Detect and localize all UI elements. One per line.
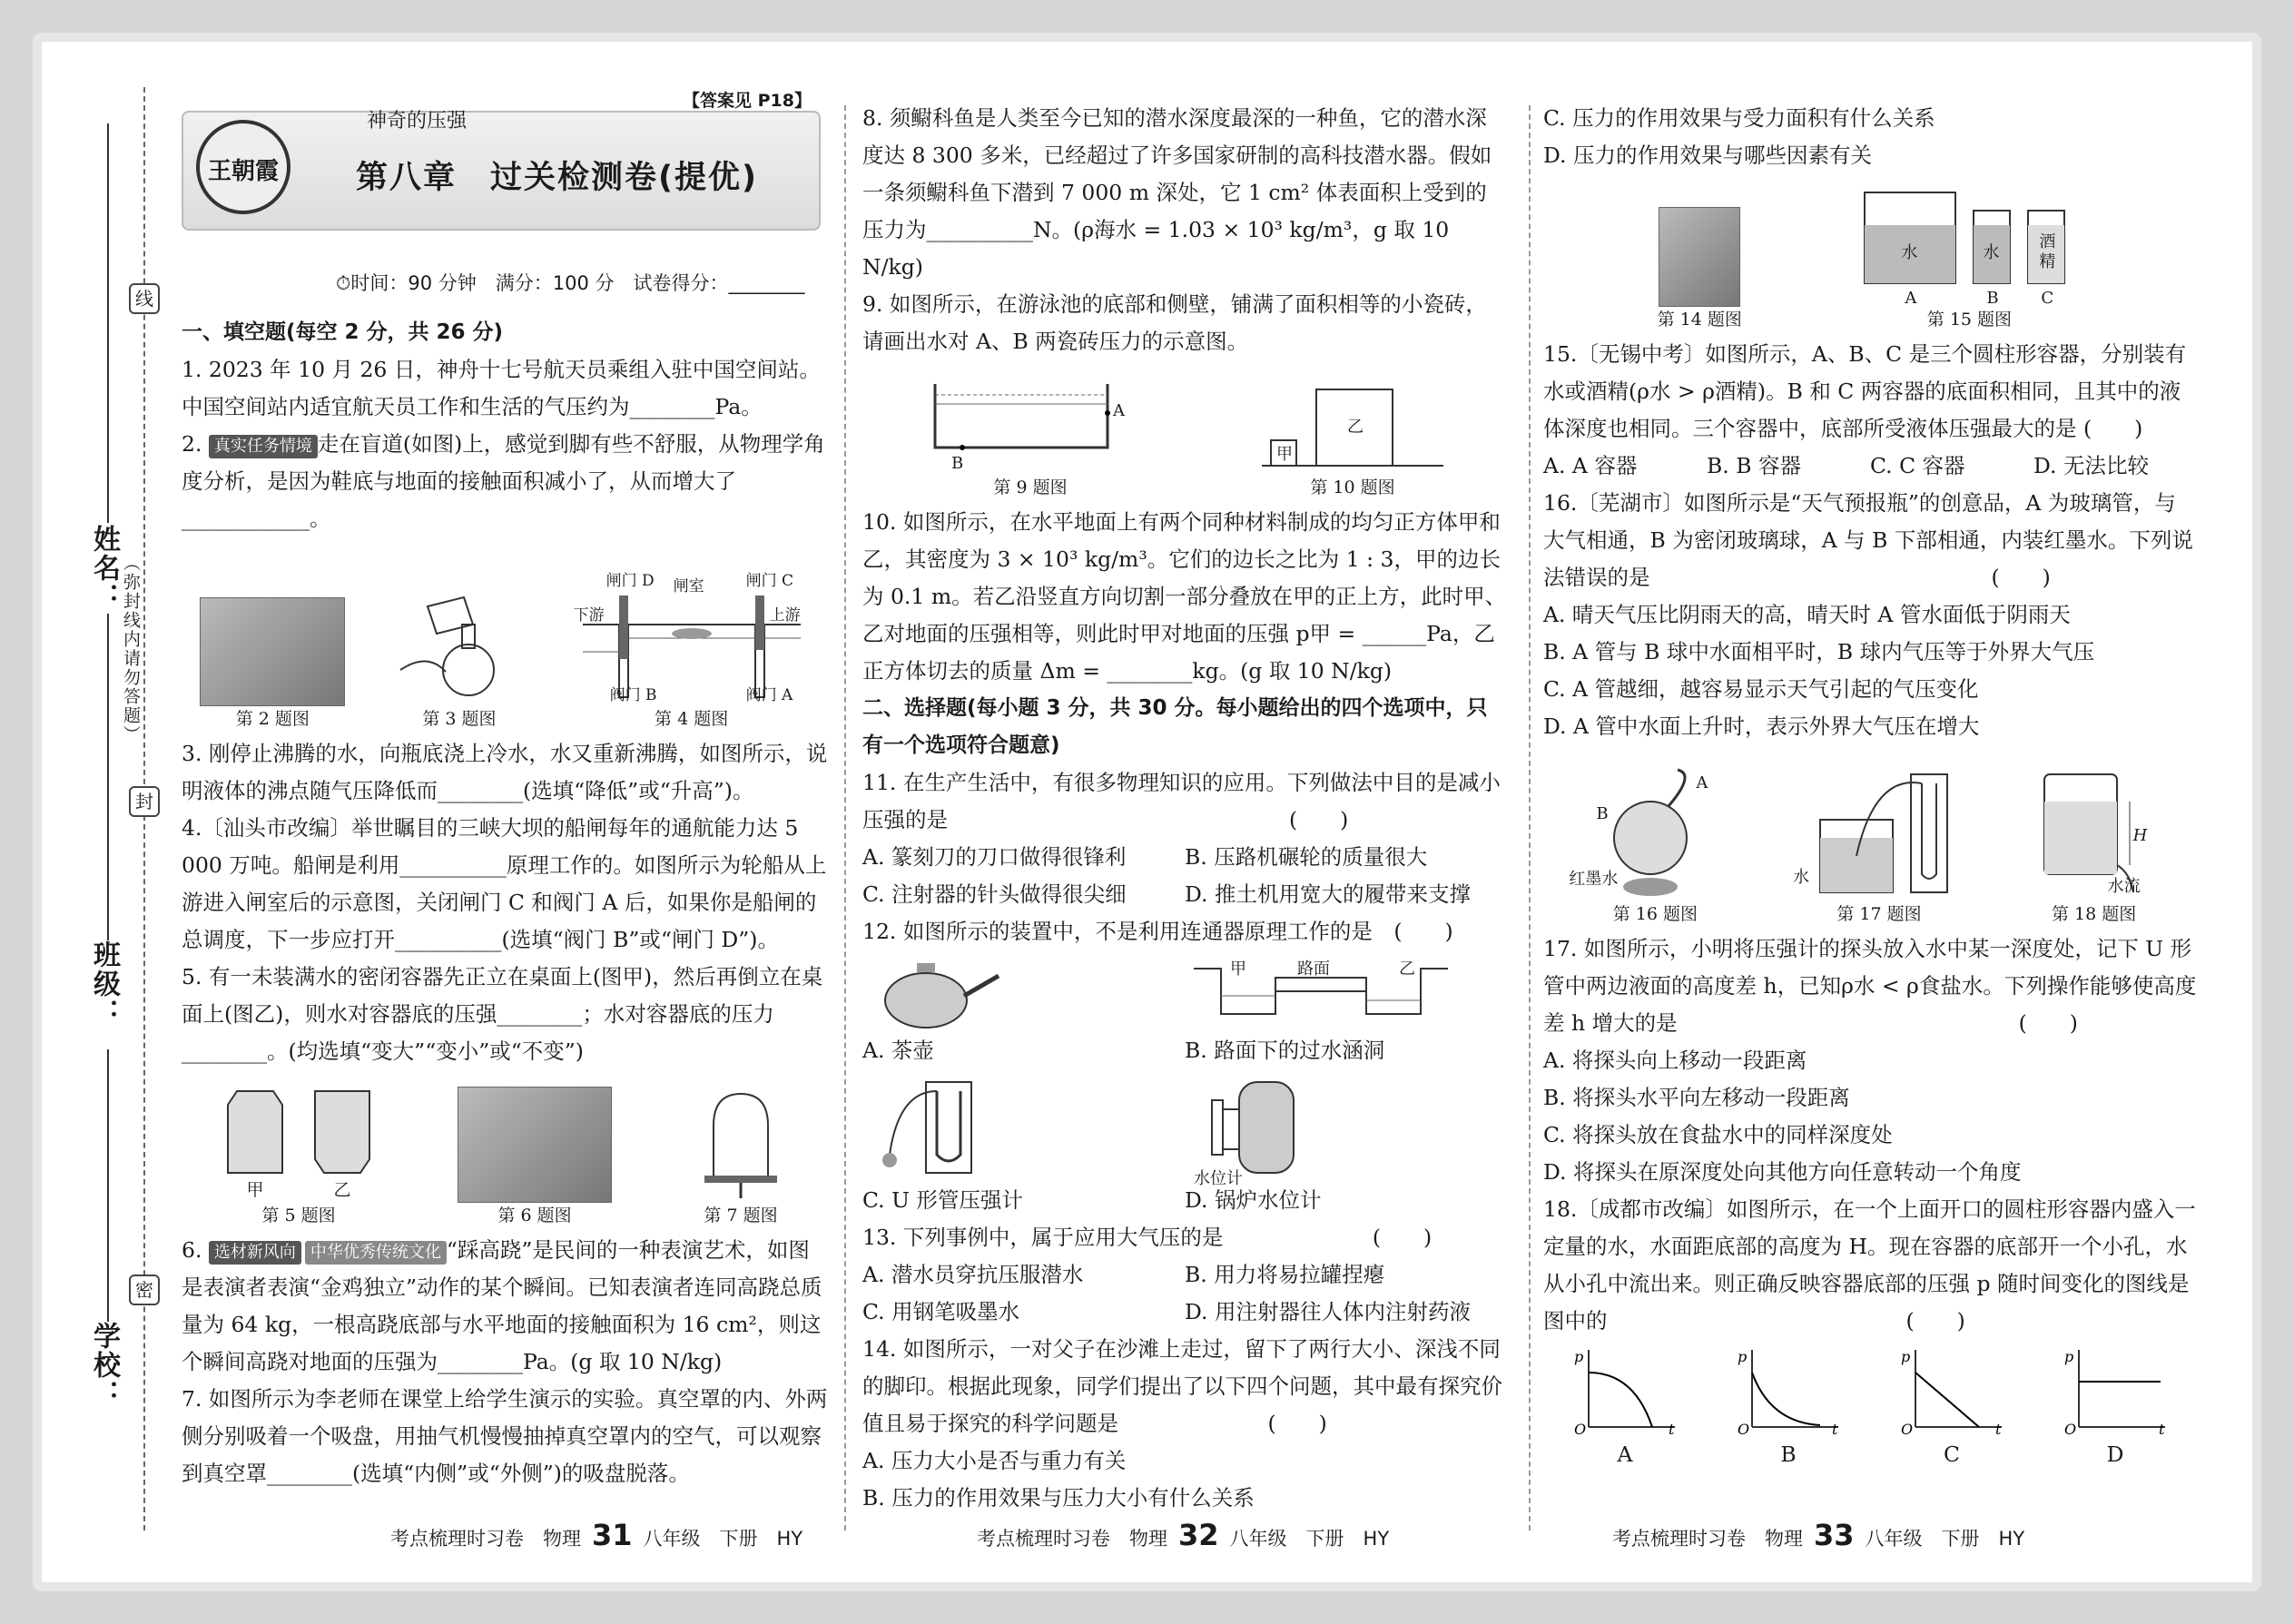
option[interactable]: B. 用力将易拉罐捏瘪 bbox=[1185, 1262, 1385, 1287]
figure-caption: 第 17 题图 bbox=[1836, 904, 1922, 924]
lock-label-downstream: 下游 bbox=[573, 606, 605, 625]
svg-text:O: O bbox=[1901, 1421, 1914, 1436]
lock-label-upstream: 上游 bbox=[769, 606, 801, 625]
question-1: 1. 2023 年 10 月 26 日，神舟十七号航天员乘组入驻中国空间站。中国空间站内适宜航天员工作和生活的气压约为________Pa。 bbox=[182, 357, 821, 419]
cylinder-outflow-diagram bbox=[2017, 765, 2171, 901]
stilt-walker-photo bbox=[458, 1087, 612, 1203]
page-number: 33 bbox=[1814, 1518, 1855, 1552]
question-17: 17. 如图所示，小明将压强计的探头放入水中某一深度处，记下 U 形管中两边液面的高度差 h，已知ρ水 < ρ食盐水。下列操作能够使高度差 h 增大的是 ( ) bbox=[1543, 936, 2197, 1036]
option[interactable]: B. A 管与 B 球中水面相平时，B 球内气压等于外界大气压 bbox=[1543, 639, 2095, 664]
question-12: 12. 如图所示的装置中，不是利用连通器原理工作的是 ( ) bbox=[862, 919, 1453, 944]
column-2 bbox=[862, 100, 1507, 1517]
name-underline bbox=[107, 123, 109, 523]
seal-char-mi: 密 bbox=[129, 1275, 160, 1305]
figure-caption: 第 7 题图 bbox=[704, 1206, 778, 1225]
svg-text:t: t bbox=[1995, 1421, 2002, 1436]
option[interactable]: A. A 容器 bbox=[1543, 453, 1638, 478]
container-inverted bbox=[310, 1087, 374, 1177]
red-ink-label: 红墨水 bbox=[1569, 870, 1619, 889]
option[interactable]: B. 路面下的过水涵洞 bbox=[1185, 1038, 1385, 1063]
figure-caption: 第 5 题图 bbox=[261, 1206, 336, 1225]
option[interactable]: D. 用注射器往人体内注射药液 bbox=[1185, 1299, 1471, 1324]
option[interactable]: A. 压力大小是否与重力有关 bbox=[862, 1448, 1127, 1473]
figure-caption: 第 9 题图 bbox=[993, 477, 1068, 497]
option[interactable]: C. A 管越细，越容易显示天气引起的气压变化 bbox=[1543, 676, 1979, 702]
question-14-options bbox=[862, 1442, 1507, 1517]
option[interactable]: C. U 形管压强计 bbox=[862, 1187, 1023, 1213]
graph-c bbox=[1897, 1345, 2006, 1436]
option[interactable]: D. A 管中水面上升时，表示外界大气压在增大 bbox=[1543, 714, 1980, 739]
column-divider bbox=[844, 105, 846, 1530]
figure-caption: 第 6 题图 bbox=[497, 1206, 572, 1225]
question-11: 11. 在生产生活中，有很多物理知识的应用。下列做法中目的是减小压强的是 ( ) bbox=[862, 770, 1501, 832]
svg-text:t: t bbox=[1669, 1421, 1675, 1436]
figure-caption: 第 4 题图 bbox=[655, 709, 729, 729]
name-label: 姓名： bbox=[88, 525, 120, 612]
svg-text:O: O bbox=[1574, 1421, 1587, 1436]
option[interactable]: B. 压力的作用效果与压力大小有什么关系 bbox=[862, 1485, 1255, 1511]
svg-text:p: p bbox=[2064, 1348, 2074, 1365]
seal-char-line: 线 bbox=[129, 283, 160, 314]
option[interactable]: A. 晴天气压比阴雨天的高，晴天时 A 管水面低于阴雨天 bbox=[1543, 602, 2071, 627]
page-title: 第八章 过关检测卷(提优) bbox=[356, 160, 758, 196]
column-divider bbox=[1529, 105, 1531, 1530]
column-1 bbox=[182, 314, 828, 1492]
tactile-paving-photo bbox=[200, 597, 345, 706]
option[interactable]: D. 压力的作用效果与哪些因素有关 bbox=[1543, 143, 1872, 168]
class-underline bbox=[107, 614, 109, 940]
graph-label[interactable]: D bbox=[2106, 1442, 2124, 1467]
container-upright bbox=[223, 1087, 287, 1177]
question-13-options bbox=[862, 1256, 1507, 1331]
exam-meta: ⏱时间：90 分钟 满分：100 分 试卷得分：________ bbox=[336, 272, 805, 294]
lock-label-gate-c: 闸门 C bbox=[745, 572, 794, 590]
label-jia: 甲 bbox=[246, 1180, 264, 1200]
question-2: 2. 真实任务情境 走在盲道(如图)上，感觉到脚有些不舒服，从物理学角度分析，是因为鞋底与地面的接触面积减小了，从而增大了____________。 bbox=[182, 431, 825, 531]
question-16: 16.〔芜湖市〕如图所示是“天气预报瓶”的创意品，A 为玻璃管，与大气相通，B 为密闭玻璃球，A 与 B 下部相通，内装红墨水。下列说法错误的是 ( ) bbox=[1543, 490, 2193, 590]
water-gauge-label: 水位计 bbox=[1194, 1169, 1243, 1188]
beach-footprints-photo bbox=[1659, 207, 1740, 307]
page-footer-33: 考点梳理时习卷 物理 33 八年级 下册 HY bbox=[1612, 1518, 2025, 1552]
school-underline bbox=[107, 1049, 109, 1322]
figure-caption: 第 3 题图 bbox=[422, 709, 497, 729]
school-label: 学校： bbox=[88, 1322, 120, 1409]
water-label: 水 bbox=[1792, 868, 1809, 887]
trend-tag: 选材新风向 bbox=[209, 1241, 301, 1265]
option[interactable]: C. 压力的作用效果与受力面积有什么关系 bbox=[1543, 105, 1935, 131]
vacuum-bell-jar bbox=[695, 1085, 786, 1203]
column-3 bbox=[1543, 100, 2197, 1473]
road-label: 路面 bbox=[1297, 960, 1330, 979]
graph-d bbox=[2061, 1345, 2170, 1436]
svg-text:t: t bbox=[1832, 1421, 1838, 1436]
page-footer-31: 考点梳理时习卷 物理 31 八年级 下册 HY bbox=[390, 1518, 803, 1552]
water-label: 水 bbox=[1983, 243, 2000, 262]
figure-row-16-18 bbox=[1543, 749, 2197, 927]
question-3: 3. 刚停止沸腾的水，向瓶底浇上冷水，水又重新沸腾，如图所示，说明液体的沸点随气压降低而________(选填“降低”或“升高”)。 bbox=[182, 741, 828, 803]
option[interactable]: C. 将探头放在食盐水中的同样深度处 bbox=[1543, 1122, 1893, 1147]
graph-a bbox=[1570, 1345, 1679, 1436]
option[interactable]: B. B 容器 bbox=[1707, 453, 1801, 478]
option[interactable]: B. 压路机碾轮的质量很大 bbox=[1185, 844, 1428, 870]
option[interactable]: C. 用钢笔吸墨水 bbox=[862, 1299, 1020, 1324]
question-18: 18.〔成都市改编〕如图所示，在一个上面开口的圆柱形容器内盛入一定量的水，水面距底部的高度为 H。现在容器的底部开一个小孔，水从小孔中流出来。则正确反映容器底部的压强 p 随时间变化的图线是图中的 ( ) bbox=[1543, 1196, 2196, 1334]
u-tube-gauge-illustration bbox=[862, 1073, 1008, 1182]
question-15: 15.〔无锡中考〕如图所示，A、B、C 是三个圆柱形容器，分别装有水或酒精(ρ水 > ρ酒精)。B 和 C 两容器的底面积相同，且其中的液体深度也相同。三个容器中，底部所受液体压强最大的是 ( ) bbox=[1543, 341, 2187, 441]
question-14: 14. 如图所示，一对父子在沙滩上走过，留下了两行大小、深浅不同的脚印。根据此现象，同学们提出了以下四个问题，其中最有探究价值且易于探究的科学问题是 ( ) bbox=[862, 1336, 1502, 1436]
question-8: 8. 须鳚科鱼是人类至今已知的潜水深度最深的一种鱼，它的潜水深度达 8 300 多米，已经超过了许多国家研制的高科技潜水器。假如一条须鳚科鱼下潜到 7 000 m 深处，它 1 cm² 体表面积上受到的压力为__________N。(ρ海水 = 1.03 × 10³ kg/m³，g 取 10 N/kg) bbox=[862, 105, 1492, 280]
graph-label[interactable]: C bbox=[1944, 1442, 1960, 1467]
tube-a-label: A bbox=[1696, 773, 1708, 792]
question-4: 4.〔汕头市改编〕举世瞩目的三峡大坝的船闸每年的通航能力达 5 000 万吨。船闸是利用__________原理工作的。如图所示为轮船从上游进入闸室后的示意图，关闭闸门 C 和阀门 A 后，如果你是船闸的总调度，下一步应打开__________(选填“阀门 B”或“闸门 D”)。 bbox=[182, 815, 827, 952]
svg-text:t: t bbox=[2159, 1421, 2165, 1436]
answer-reference: 【答案见 P18】 bbox=[683, 91, 812, 111]
figure-row-14-15: 第 14 题图 水 水 酒精 A B C 第 15 题图 bbox=[1543, 178, 2197, 332]
label-yi: 乙 bbox=[333, 1180, 351, 1200]
svg-text:p: p bbox=[1738, 1348, 1748, 1365]
option[interactable]: A. 将探头向上移动一段距离 bbox=[1543, 1048, 1807, 1073]
figure-caption: 第 14 题图 bbox=[1657, 310, 1742, 330]
svg-text:p: p bbox=[1574, 1348, 1584, 1365]
cube-jia-label: 甲 bbox=[1276, 445, 1293, 464]
figure-row-2-4 bbox=[182, 550, 828, 732]
figure-caption: 第 15 题图 bbox=[1926, 310, 2013, 330]
height-h-label: H bbox=[2132, 826, 2148, 845]
lock-label-valve-a: 阀门 A bbox=[745, 686, 793, 704]
ball-b-label: B bbox=[1596, 804, 1609, 823]
figure-caption: 第 2 题图 bbox=[235, 709, 310, 729]
figure-caption: 第 16 题图 bbox=[1612, 904, 1698, 924]
lock-label-gate-d: 闸门 D bbox=[605, 572, 655, 590]
point-b-label: B bbox=[951, 454, 964, 473]
ship-lock-diagram bbox=[574, 570, 810, 706]
option[interactable]: A. 茶壶 bbox=[862, 1038, 934, 1063]
option[interactable]: D. 无法比较 bbox=[2033, 453, 2149, 478]
question-18-graphs bbox=[1543, 1345, 2197, 1473]
svg-text:p: p bbox=[1901, 1348, 1911, 1365]
option[interactable]: C. 注射器的针头做得很尖细 bbox=[862, 881, 1127, 907]
graph-label[interactable]: A bbox=[1617, 1442, 1633, 1467]
brand-logo bbox=[196, 120, 290, 214]
pressure-gauge-diagram bbox=[1793, 765, 1965, 901]
alcohol-label: 酒精 bbox=[2039, 232, 2056, 271]
page-number: 32 bbox=[1178, 1518, 1219, 1552]
question-5: 5. 有一未装满水的密闭容器先正立在桌面上(图甲)，然后再倒立在桌面上(图乙)，则水对容器底的压强________；水对容器底的压力________。(均选填“变大”“变小”或“不变”) bbox=[182, 964, 823, 1064]
question-17-options bbox=[1543, 1042, 2197, 1191]
figure-caption: 第 10 题图 bbox=[1310, 477, 1395, 497]
culture-tag: 中华优秀传统文化 bbox=[305, 1241, 447, 1265]
flask-illustration bbox=[382, 588, 537, 706]
teapot-illustration bbox=[862, 950, 1008, 1032]
question-15-options bbox=[1543, 448, 2197, 485]
task-tag: 真实任务情境 bbox=[209, 435, 318, 458]
question-16-options bbox=[1543, 596, 2197, 745]
option[interactable]: B. 将探头水平向左移动一段距离 bbox=[1543, 1085, 1850, 1110]
graph-label[interactable]: B bbox=[1780, 1442, 1797, 1467]
section-fill-blank: 一、填空题(每空 2 分，共 26 分) bbox=[182, 320, 504, 344]
option[interactable]: A. 潜水员穿抗压服潜水 bbox=[862, 1262, 1084, 1287]
no-answer-notice: （弥封线内请勿答题） bbox=[121, 554, 141, 744]
point-a-label: A bbox=[1113, 401, 1125, 420]
svg-text:O: O bbox=[2064, 1421, 2077, 1436]
class-label: 班级： bbox=[88, 940, 120, 1028]
section-multiple-choice: 二、选择题(每小题 3 分，共 30 分。每小题给出的四个选项中，只有一个选项符合题意) bbox=[862, 696, 1488, 757]
figure-caption: 第 18 题图 bbox=[2052, 904, 2137, 924]
topic-label: 神奇的压强 bbox=[367, 110, 468, 133]
question-10: 10. 如图所示，在水平地面上有两个同种材料制成的均匀正方体甲和乙，其密度为 3 × 10³ kg/m³。它们的边长之比为 1 : 3，甲的边长为 0.1 m。若乙沿竖直方向切割一部分叠放在甲的正上方，此时甲、乙对地面的压强相等，则此时甲对地面的压强 p甲 = ______Pa，乙正方体切去的质量 Δm = ________kg。(g 取 10 N/kg) bbox=[862, 509, 1507, 684]
seal-char-feng: 封 bbox=[129, 786, 160, 817]
lock-label-chamber: 闸室 bbox=[673, 577, 704, 595]
figure-row-9-10 bbox=[862, 364, 1507, 500]
figure-row-5-7 bbox=[182, 1074, 828, 1228]
lock-label-valve-b: 阀门 B bbox=[609, 686, 657, 704]
question-13: 13. 下列事例中，属于应用大气压的是 ( ) bbox=[862, 1225, 1433, 1250]
logo-text: 王朝霞 bbox=[207, 158, 279, 185]
question-6: 6. 选材新风向 中华优秀传统文化 “踩高跷”是民间的一种表演艺术，如图是表演者表演“金鸡独立”动作的某个瞬间。已知表演者连同高跷总质量为 64 kg，一根高跷底部与水平地面的接触面积为 16 cm²，则这个瞬间高跷对地面的压强为________Pa。(g 取 10 N/kg) bbox=[182, 1237, 822, 1374]
option[interactable]: D. 将探头在原深度处向其他方向任意转动一个角度 bbox=[1543, 1159, 2022, 1185]
question-12-options: A. 茶壶 甲 路面 乙 B. 路面下的过水涵洞 C. U 形管压强计 水位计 D. 锅炉水位计 bbox=[862, 950, 1507, 1219]
page-footer-32: 考点梳理时习卷 物理 32 八年级 下册 HY bbox=[977, 1518, 1390, 1552]
option[interactable]: D. 锅炉水位计 bbox=[1185, 1187, 1322, 1213]
graph-b bbox=[1734, 1345, 1843, 1436]
cube-yi-label: 乙 bbox=[1347, 418, 1364, 437]
question-9: 9. 如图所示，在游泳池的底部和侧壁，铺满了面积相等的小瓷砖，请画出水对 A、B 两瓷砖压力的示意图。 bbox=[862, 291, 1487, 354]
svg-text:O: O bbox=[1738, 1421, 1750, 1436]
option[interactable]: A. 篆刻刀的刀口做得很锋利 bbox=[862, 844, 1127, 870]
option[interactable]: C. C 容器 bbox=[1870, 453, 1965, 478]
option[interactable]: D. 推土机用宽大的履带来支撑 bbox=[1185, 881, 1471, 907]
question-11-options bbox=[862, 839, 1507, 913]
question-7: 7. 如图所示为李老师在课堂上给学生演示的实验。真空罩的内、外两侧分别吸着一个吸盘，用抽气机慢慢抽掉真空罩内的空气，可以观察到真空罩________(选填“内侧”或“外侧”)的吸盘脱落。 bbox=[182, 1386, 828, 1486]
page-number: 31 bbox=[592, 1518, 633, 1552]
water-label: 水 bbox=[1901, 243, 1918, 262]
water-flow-label: 水流 bbox=[2107, 877, 2141, 896]
